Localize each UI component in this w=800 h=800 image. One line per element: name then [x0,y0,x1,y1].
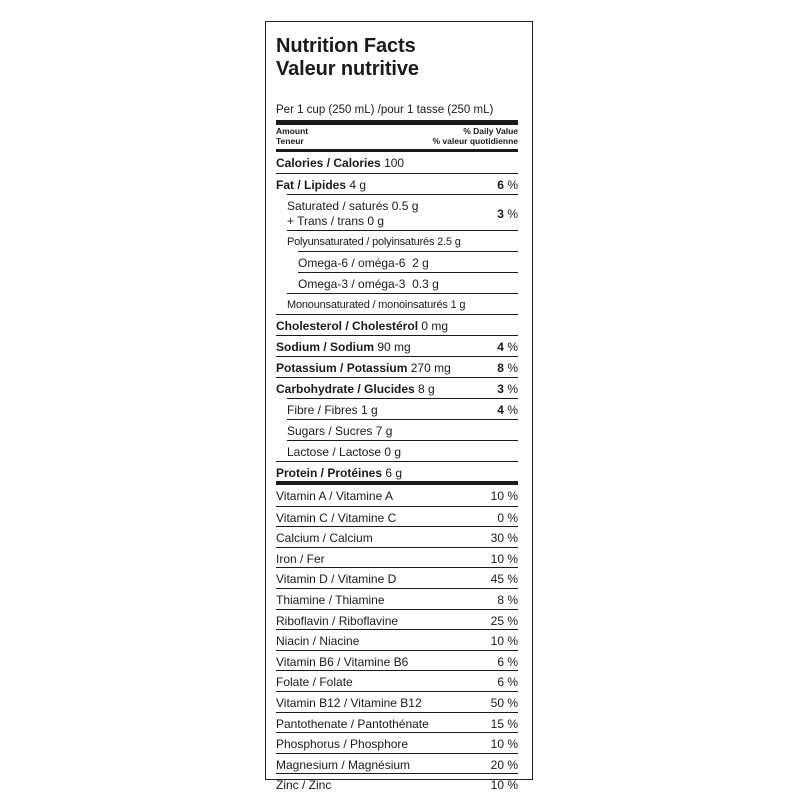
cholesterol-label: Cholesterol / Cholestérol [276,319,419,333]
omega6-value: 2 g [412,256,429,270]
carbohydrate-row [276,377,518,398]
fat-row [276,173,518,194]
title-english: Nutrition Facts [276,35,416,57]
vitamin-mineral-dv: 50 % [490,696,518,710]
vitamin-mineral-label: Zinc / Zinc [276,778,332,793]
vitamin-mineral-label: Vitamin B6 / Vitamine B6 [276,654,409,669]
sugars-row [287,419,518,440]
vitamin-mineral-row [276,588,518,609]
sugars-value: 7 g [375,424,393,438]
potassium-value: 270 mg [410,361,451,375]
monounsaturated-label: Monounsaturated / monoinsaturés [287,299,448,311]
lactose-label: Lactose / Lactose [287,445,382,459]
nutrition-facts-label [265,21,533,793]
cholesterol-row [276,314,518,335]
fat-value: 4 g [349,178,367,192]
vitamin-mineral-dv: 10 % [490,737,518,752]
omega3-row [298,272,518,293]
fat-dv: 6 [497,178,504,192]
fat-label: Fat / Lipides [276,178,347,192]
vitamin-mineral-dv: 10 % [490,778,518,793]
carbohydrate-label: Carbohydrate / Glucides [276,382,415,396]
calories-value: 100 [384,156,405,170]
vitamin-mineral-dv: 8 % [497,593,518,607]
vitamin-mineral-dv: 10 % [490,551,518,566]
vitamin-mineral-row [276,753,518,774]
vitamin-mineral-label: Magnesium / Magnésium [276,757,411,772]
daily-value-header-fr: % valeur quotidienne [432,136,518,146]
saturated-label: Saturated / saturés [287,199,389,213]
fat-dv-unit: % [507,178,518,192]
vitamin-mineral-row [276,773,518,794]
saturated-trans-row [287,194,518,230]
omega6-row [298,251,518,272]
omega6-label: Omega-6 / oméga-6 [298,256,406,270]
vitamin-mineral-label: Pantothenate / Pantothénate [276,716,429,731]
polyunsaturated-row [287,230,518,251]
potassium-dv-unit: % [507,361,518,375]
potassium-dv: 8 [497,361,504,375]
vitamin-mineral-label: Riboflavin / Riboflavine [276,613,399,628]
trans-value: 0 g [367,214,385,228]
saturated-value: 0.5 g [391,199,419,213]
vitamin-mineral-row [276,526,518,547]
sugars-label: Sugars / Sucres [287,424,373,438]
potassium-row [276,356,518,377]
vitamin-mineral-row [276,712,518,733]
vitamin-mineral-label: Vitamin A / Vitamine A [276,489,393,503]
sodium-dv-unit: % [507,340,518,354]
fibre-dv: 4 [497,403,504,417]
carbohydrate-value: 8 g [418,382,435,396]
vitamin-mineral-row [276,547,518,568]
vitamin-mineral-label: Folate / Folate [276,675,353,690]
carbohydrate-dv: 3 [497,382,504,396]
polyunsaturated-value: 2.5 g [437,236,461,248]
thick-divider-top [276,120,518,125]
saturated-dv-unit: % [507,207,518,221]
vitamin-mineral-label: Vitamin C / Vitamine C [276,510,397,525]
fibre-row [287,398,518,419]
sodium-row [276,335,518,356]
daily-value-header-en: % Daily Value [463,126,518,136]
title-french: Valeur nutritive [276,58,419,80]
vitamin-mineral-row [276,650,518,671]
fibre-label: Fibre / Fibres [287,403,358,417]
vitamin-mineral-row [276,629,518,650]
sodium-dv: 4 [497,340,504,354]
vitamin-mineral-label: Niacin / Niacine [276,634,360,649]
vitamin-mineral-label: Iron / Fer [276,551,325,566]
cholesterol-value: 0 mg [421,319,449,333]
calories-label: Calories / Calories [276,156,381,170]
amount-header-fr: Teneur [276,136,304,146]
vitamin-mineral-row [276,732,518,753]
vitamin-mineral-dv: 10 % [490,489,518,503]
trans-label: + Trans / trans [287,214,365,228]
potassium-label: Potassium / Potassium [276,361,408,375]
fibre-dv-unit: % [507,403,518,417]
lactose-value: 0 g [384,445,402,459]
vitamin-mineral-row [276,609,518,630]
vitamin-mineral-dv: 25 % [490,613,518,628]
vitamin-mineral-dv: 10 % [490,634,518,649]
vitamin-mineral-row [276,506,518,527]
vitamin-mineral-label: Vitamin D / Vitamine D [276,572,397,587]
vitamin-mineral-dv: 6 % [497,654,518,669]
sodium-label: Sodium / Sodium [276,340,374,354]
omega3-label: Omega-3 / oméga-3 [298,277,406,291]
amount-header-en: Amount [276,126,309,136]
serving-size: Per 1 cup (250 mL) /pour 1 tasse (250 mL) [276,104,494,116]
vitamin-mineral-dv: 20 % [490,757,518,772]
lactose-row [287,440,518,461]
vitamin-mineral-dv: 6 % [497,675,518,690]
polyunsaturated-label: Polyunsaturated / polyinsaturés [287,236,435,248]
vitamin-mineral-label: Thiamine / Thiamine [276,593,385,607]
vitamin-mineral-label: Phosphorus / Phosphore [276,737,409,752]
vitamin-mineral-label: Vitamin B12 / Vitamine B12 [276,696,422,710]
vitamin-mineral-row [276,691,518,712]
protein-label: Protein / Protéines [276,466,383,480]
vitamin-mineral-dv: 30 % [490,531,518,546]
carbohydrate-dv-unit: % [507,382,518,396]
vitamin-mineral-label: Calcium / Calcium [276,531,373,546]
omega3-value: 0.3 g [412,277,439,291]
protein-value: 6 g [385,466,403,480]
calories-row [276,152,518,173]
saturated-dv: 3 [497,207,504,221]
fibre-value: 1 g [361,403,378,417]
vitamin-mineral-dv: 45 % [490,572,518,587]
vitamin-mineral-dv: 0 % [497,510,518,525]
protein-row [276,461,518,482]
vitamin-mineral-row [276,567,518,588]
vitamin-mineral-row [276,485,518,506]
monounsaturated-value: 1 g [450,299,466,311]
vitamin-mineral-row [276,670,518,691]
monounsaturated-row [287,293,518,314]
vitamin-mineral-dv: 15 % [490,716,518,731]
sodium-value: 90 mg [377,340,411,354]
